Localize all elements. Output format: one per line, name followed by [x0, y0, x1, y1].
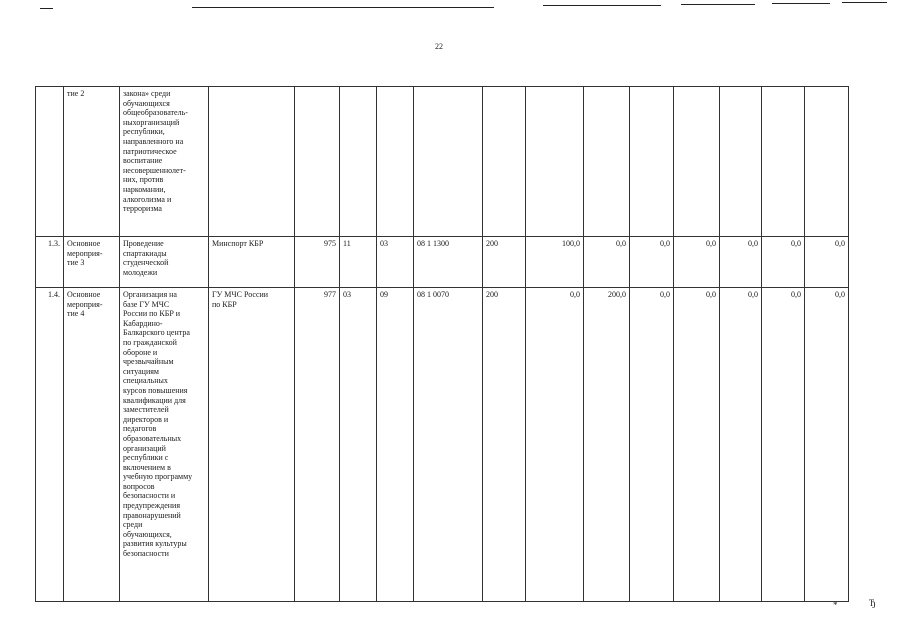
- cell-text: 08 1 0070: [417, 290, 449, 299]
- cell-gr: [295, 87, 340, 237]
- cell-desc: [120, 87, 209, 237]
- cell-vr: [483, 288, 526, 602]
- cell-text: 09: [380, 290, 388, 299]
- cell-y7: [805, 237, 849, 288]
- cell-text: 200: [486, 290, 498, 299]
- footer-mark-left: *: [833, 600, 838, 610]
- cell-text: закона» среди обучающихся общеобразователь- ныхорганизаций республики, направленного на патриотическое воспитание несовершеннолет- них, против наркомании, алкоголизма и терроризма: [123, 89, 188, 214]
- cell-text: 0,0: [791, 239, 801, 248]
- cell-exec: [209, 87, 295, 237]
- top-rule: [192, 7, 494, 8]
- cell-kind: [64, 87, 120, 237]
- cell-text: 975: [324, 239, 336, 248]
- top-rule: [40, 8, 53, 9]
- cell-exec: [209, 237, 295, 288]
- cell-text: 0,0: [748, 239, 758, 248]
- cell-y2: [584, 87, 630, 237]
- cell-text: 1.3.: [48, 239, 60, 248]
- cell-y5: [720, 237, 762, 288]
- cell-kind: [64, 237, 120, 288]
- cell-y4: [674, 288, 720, 602]
- cell-y6: [762, 288, 805, 602]
- cell-text: 11: [343, 239, 351, 248]
- cell-text: 0,0: [835, 239, 845, 248]
- cell-y1: [526, 288, 584, 602]
- cell-no: [36, 237, 64, 288]
- cell-gr: [295, 237, 340, 288]
- cell-desc: [120, 288, 209, 602]
- cell-text: 0,0: [835, 290, 845, 299]
- cell-y3: [630, 237, 674, 288]
- cell-rz: [340, 87, 377, 237]
- cell-text: 0,0: [706, 239, 716, 248]
- cell-y1: [526, 87, 584, 237]
- cell-text: Основное мероприя- тие 4: [67, 290, 103, 319]
- table-row: [36, 87, 849, 237]
- cell-rz: [340, 237, 377, 288]
- cell-text: тие 2: [67, 89, 85, 98]
- cell-csr: [414, 87, 483, 237]
- cell-y6: [762, 87, 805, 237]
- cell-text: 03: [343, 290, 351, 299]
- cell-text: 977: [324, 290, 336, 299]
- cell-y7: [805, 288, 849, 602]
- top-rule: [681, 4, 755, 5]
- table-row: [36, 288, 849, 602]
- cell-text: ГУ МЧС России по КБР: [212, 290, 269, 309]
- cell-pr: [377, 237, 414, 288]
- cell-y1: [526, 237, 584, 288]
- cell-kind: [64, 288, 120, 602]
- cell-desc: [120, 237, 209, 288]
- cell-text: 0,0: [748, 290, 758, 299]
- cell-text: Проведение спартакиады студенческой молодежи: [123, 239, 169, 277]
- cell-text: 0,0: [791, 290, 801, 299]
- cell-text: 08 1 1300: [417, 239, 449, 248]
- cell-y2: [584, 288, 630, 602]
- cell-text: 100,0: [562, 239, 580, 248]
- cell-rz: [340, 288, 377, 602]
- cell-text: 200: [486, 239, 498, 248]
- cell-y3: [630, 288, 674, 602]
- cell-y6: [762, 237, 805, 288]
- cell-y2: [584, 237, 630, 288]
- cell-text: 0,0: [616, 239, 626, 248]
- cell-csr: [414, 288, 483, 602]
- top-rule: [842, 2, 887, 3]
- cell-y5: [720, 87, 762, 237]
- cell-text: 1.4.: [48, 290, 60, 299]
- cell-text: 0,0: [706, 290, 716, 299]
- cell-text: 200,0: [608, 290, 626, 299]
- table-row: [36, 237, 849, 288]
- top-rule: [543, 5, 661, 6]
- cell-text: 0,0: [570, 290, 580, 299]
- footer-mark-right: Ђ: [869, 598, 876, 608]
- cell-y3: [630, 87, 674, 237]
- cell-no: [36, 288, 64, 602]
- top-rule: [772, 3, 830, 4]
- cell-pr: [377, 288, 414, 602]
- cell-y7: [805, 87, 849, 237]
- cell-gr: [295, 288, 340, 602]
- cell-y4: [674, 87, 720, 237]
- cell-pr: [377, 87, 414, 237]
- cell-text: 03: [380, 239, 388, 248]
- cell-vr: [483, 87, 526, 237]
- cell-text: 0,0: [660, 239, 670, 248]
- cell-vr: [483, 237, 526, 288]
- cell-exec: [209, 288, 295, 602]
- cell-text: Организация на базе ГУ МЧС России по КБР и Кабардино- Балкарского центра по гражданской обороне и чрезвычайным ситуациям специальных курсов повышения квалификации для заместителей директоров и педагогов образовательных организаций республики с включением в учебную программу вопросов безопасности и предупреждения правонарушений среди обучающихся, развития культуры безопасности: [123, 290, 193, 559]
- cell-text: Основное мероприя- тие 3: [67, 239, 103, 268]
- cell-text: Минспорт КБР: [212, 239, 264, 248]
- cell-no: [36, 87, 64, 237]
- cell-csr: [414, 237, 483, 288]
- cell-text: 0,0: [660, 290, 670, 299]
- page-number: 22: [435, 42, 443, 51]
- program-table: [35, 86, 849, 602]
- cell-y4: [674, 237, 720, 288]
- cell-y5: [720, 288, 762, 602]
